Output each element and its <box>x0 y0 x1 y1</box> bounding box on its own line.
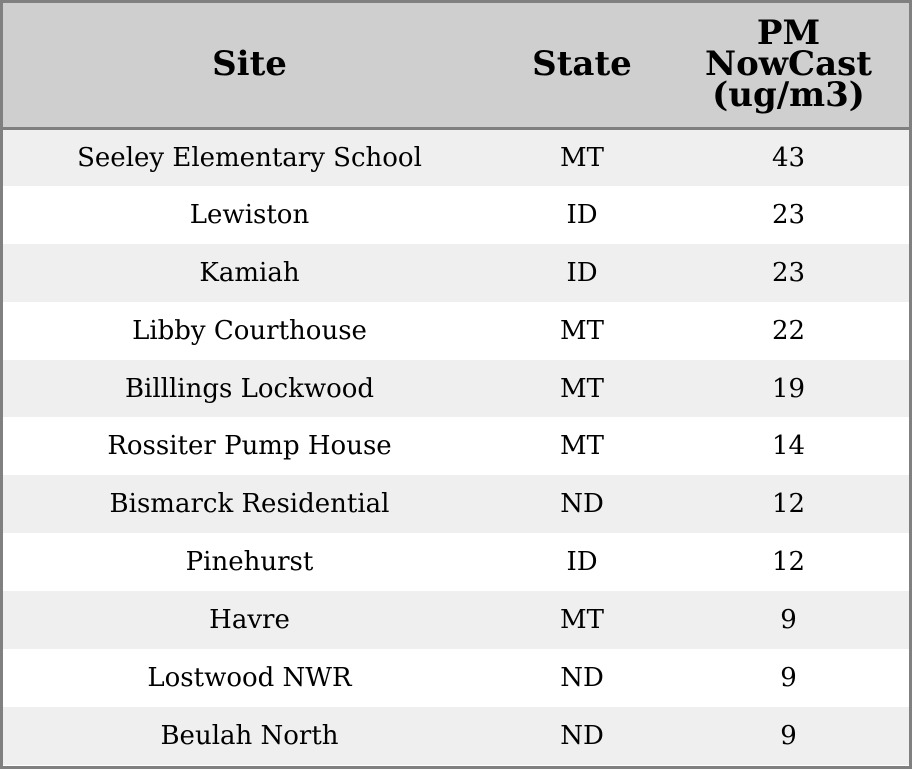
cell-state: MT <box>560 431 604 462</box>
cell-state: MT <box>560 142 604 173</box>
cell-site: Libby Courthouse <box>132 315 367 346</box>
cell-site: Rossiter Pump House <box>107 431 392 462</box>
table-row <box>3 591 909 649</box>
cell-pm-nowcast: 14 <box>771 431 806 462</box>
table-row <box>3 475 909 533</box>
cell-state: ID <box>566 199 598 230</box>
cell-pm-nowcast: 9 <box>780 720 797 751</box>
cell-pm-nowcast: 12 <box>771 547 806 578</box>
column-header-pm-line-2: NowCast <box>705 44 872 85</box>
cell-site: Billlings Lockwood <box>124 373 375 404</box>
column-header-pm-nowcast <box>668 3 909 128</box>
cell-pm-nowcast: 12 <box>771 489 806 520</box>
table-row <box>3 244 909 302</box>
table-row <box>3 707 909 765</box>
cell-pm-nowcast: 19 <box>771 373 806 404</box>
cell-state: ND <box>560 720 604 751</box>
table-row <box>3 302 909 360</box>
column-header-pm-line-3: (ug/m3) <box>712 75 865 116</box>
cell-site: Havre <box>209 605 290 636</box>
cell-state: MT <box>560 605 604 636</box>
cell-site: Seeley Elementary School <box>77 142 422 173</box>
cell-state: MT <box>560 315 604 346</box>
cell-pm-nowcast: 9 <box>780 662 797 693</box>
cell-state: ND <box>560 662 604 693</box>
data-table <box>3 3 909 765</box>
table-row <box>3 360 909 418</box>
cell-pm-nowcast: 43 <box>771 142 806 173</box>
column-header-state: State <box>496 3 668 128</box>
cell-pm-nowcast: 9 <box>780 605 797 636</box>
table-row <box>3 649 909 707</box>
cell-state: MT <box>560 373 604 404</box>
cell-site: Pinehurst <box>185 547 314 578</box>
table-row <box>3 417 909 475</box>
table-row <box>3 186 909 244</box>
cell-pm-nowcast: 22 <box>771 315 806 346</box>
cell-site: Beulah North <box>160 720 339 751</box>
header-row <box>3 3 909 128</box>
cell-site: Kamiah <box>199 257 300 288</box>
cell-pm-nowcast: 23 <box>771 199 806 230</box>
cell-pm-nowcast: 23 <box>771 257 806 288</box>
cell-site: Bismarck Residential <box>109 489 390 520</box>
table-row <box>3 128 909 186</box>
cell-site: Lostwood NWR <box>147 662 352 693</box>
table-body <box>3 128 909 765</box>
cell-state: ND <box>560 489 604 520</box>
column-header-pm-line-1: PM <box>756 13 821 54</box>
cell-site: Lewiston <box>189 199 310 230</box>
table-row <box>3 533 909 591</box>
cell-state: ID <box>566 257 598 288</box>
cell-state: ID <box>566 547 598 578</box>
column-header-site: Site <box>3 3 496 128</box>
